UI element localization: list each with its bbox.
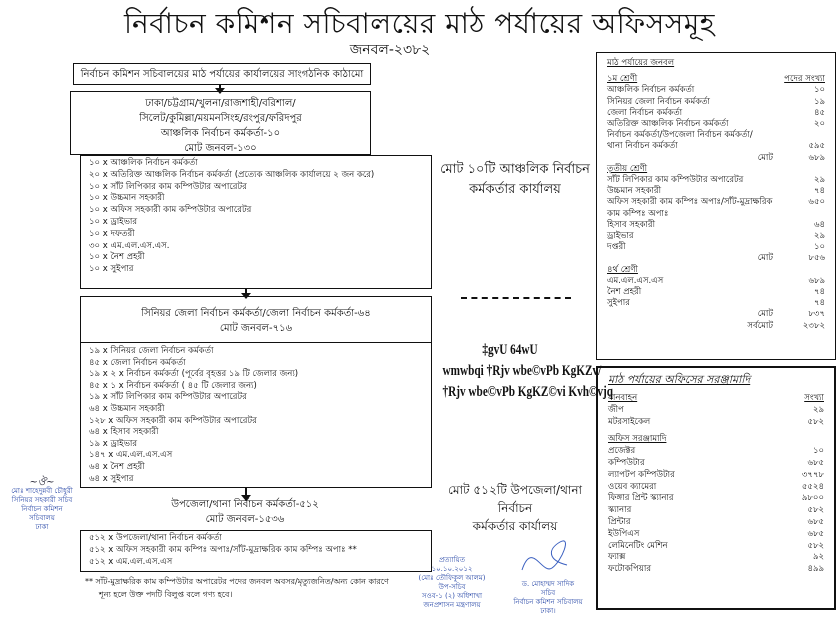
- sign-line: সিনিয়র সহকারী সচিব: [11, 496, 73, 504]
- total-label: মোট: [757, 253, 773, 264]
- grand-total-label: সর্বমোট: [747, 320, 773, 331]
- vehicles-label: যানবাহন: [608, 393, 638, 403]
- footnote-line: শূন্য হলে উক্ত পদটি বিলুপ্ত বলে গণ্য হবে।: [99, 590, 233, 599]
- list-item: ১০ x ড্রাইভার: [89, 216, 138, 227]
- post-count: ৬৫০: [808, 197, 825, 208]
- upazila-header: [140, 497, 350, 527]
- table-row: [607, 197, 825, 219]
- sign-line: ঢাকা: [35, 523, 49, 531]
- district-offices-label: [442, 340, 614, 403]
- post-name: জেলা নির্বাচন কর্মকর্তা: [607, 107, 683, 118]
- table-row: [608, 505, 824, 517]
- upazila-offices-label: [436, 481, 594, 535]
- table-row: [608, 458, 824, 470]
- list-item: ৩০ x এম.এল.এস.এস.: [89, 240, 170, 251]
- item-count: ২৯: [812, 404, 824, 415]
- class-name: তৃতীয় শ্রেণী: [607, 163, 648, 174]
- left-signature: ~ঔ~ মোঃ শাহেদুন্নবী চৌধুরী সিনিয়র সহকারী সচিব নির্বাচন কমিশন সচিবালয় ঢাকা: [8, 478, 76, 532]
- sign-line: মোঃ শাহেদুন্নবী চৌধুরী: [11, 487, 73, 495]
- total-manpower: জনবল-২৩৮২: [349, 42, 431, 58]
- table-row: [608, 541, 824, 553]
- item-name: স্ক্যানার: [608, 505, 632, 516]
- item-name: প্রিন্টার: [608, 516, 631, 527]
- list-item: ৬৪ x হিসাব সহকারী: [89, 427, 159, 438]
- list-item: ১৯ x সিনিয়র জেলা নির্বাচন কর্মকর্তা: [89, 346, 214, 356]
- post-name: সুইপার: [607, 298, 630, 309]
- item-count: ৯২: [812, 552, 824, 563]
- table-row: [608, 482, 824, 494]
- total-value: ৮৩৭: [808, 309, 825, 320]
- label-line: মোট ৫১২টি উপজেলা/থানা নির্বাচন: [448, 483, 582, 515]
- header-line: মোট জনবল-১৩০: [184, 143, 257, 154]
- post-name: সিনিয়র জেলা নির্বাচন কর্মকর্তা: [607, 96, 711, 107]
- list-item: ৬৪ x নৈশ প্রহরী: [89, 461, 145, 472]
- table-row: [607, 186, 825, 197]
- header-line: উপজেলা/থানা নির্বাচন কর্মকর্তা-৫১২: [171, 499, 319, 510]
- total-label: মোট: [757, 309, 773, 320]
- sign-line: (মোঃ তৌফিকুল আলম): [418, 574, 486, 582]
- post-count: ৪৫: [813, 107, 825, 118]
- post-count: ৭৪: [813, 287, 825, 298]
- panel-title: মাঠ পর্যায়ের জনবল: [607, 58, 675, 68]
- sign-line: ঢাকা।: [540, 607, 556, 615]
- post-name: ড্রাইভার: [607, 231, 634, 242]
- post-name: হিসাব সহকারী: [607, 219, 656, 230]
- post-count: ৭৪: [813, 298, 825, 309]
- header-line: ঢাকা/চট্টগ্রাম/খুলনা/রাজশাহী/বরিশাল/: [145, 98, 296, 109]
- table-row: [608, 405, 824, 417]
- label-line: ‡gvU 64wU: [482, 342, 538, 358]
- item-count: ৬৮৫: [807, 528, 824, 539]
- grand-total-value: ২৩৮২: [802, 320, 825, 331]
- list-item: ৬৪ x উচ্চমান সহকারী: [89, 403, 165, 414]
- item-name: ফিঙ্গার প্রিন্ট স্ক্যানার: [608, 493, 674, 504]
- class-header: [607, 265, 825, 276]
- post-name: উচ্চমান সহকারী: [607, 186, 662, 197]
- table-row: [607, 287, 825, 298]
- list-item: ৬৪ x সুইপার: [89, 473, 134, 484]
- regional-header: [70, 91, 371, 155]
- header-line: মোট জনবল-৭১৬: [219, 323, 293, 334]
- regional-staff-list: [80, 155, 432, 289]
- item-count: ৬৮৫: [807, 516, 824, 527]
- table-row: [608, 470, 824, 482]
- post-count: ৫৯৫: [808, 141, 825, 152]
- table-row: [607, 141, 825, 152]
- post-count: ১০: [813, 242, 825, 253]
- list-item: ১৯ x ড্রাইভার: [89, 438, 138, 449]
- list-item: ১০ x দফতরী: [89, 228, 135, 239]
- table-row: [608, 517, 824, 529]
- manpower-panel: [596, 52, 836, 360]
- class-header: [607, 164, 825, 175]
- table-row: [607, 108, 825, 119]
- post-name: সাঁট লিপিকার কাম কম্পিউটার অপারেটর: [607, 175, 744, 186]
- table-row: [607, 298, 825, 309]
- arrow-down-icon: [219, 85, 221, 89]
- sign-line: ড. মোহাম্মদ সাদিক: [521, 580, 575, 588]
- list-item: ২০ x অতিরিক্ত আঞ্চলিক নির্বাচন কর্মকর্তা (প্রত্যেক আঞ্চলিক কার্যালয়ে ২ জন করে): [89, 169, 375, 180]
- item-name: কম্পিউটার: [608, 457, 645, 468]
- page-title: নির্বাচন কমিশন সচিবালয়ের মাঠ পর্যায়ের অফিসসমূহ: [123, 7, 716, 40]
- item-count: ৩৭৭৮: [801, 469, 824, 480]
- footnote-line: ** সাঁট-মুদ্রাক্ষরিক কাম কম্পিউটার অপারেটর পদের জনবল অবসর/মৃত্যুজনিত/অন্য কোন কারণে: [85, 577, 389, 586]
- item-name: ফ্যাক্স: [608, 552, 626, 563]
- sign-line: জনপ্রশাসন মন্ত্রণালয়: [423, 601, 481, 609]
- table-row: [607, 175, 825, 186]
- list-item: ১০ x সাঁট লিপিকার কাম কম্পিউটার অপারেটর: [89, 181, 247, 192]
- item-count: ৬৮৫: [807, 457, 824, 468]
- post-name: থানা নির্বাচন কর্মকর্তা: [607, 141, 678, 152]
- post-name: নির্বাচন কর্মকর্তা/উপজেলা নির্বাচন কর্মকর্তা/: [607, 130, 753, 141]
- spacer: [785, 265, 825, 276]
- table-row: [607, 119, 825, 130]
- table-row: [608, 564, 824, 576]
- right-signature: [503, 580, 593, 616]
- list-item: ১৯ x ২ x নির্বাচন কর্মকর্তা (পূর্বের বৃহত্তর ১৯ টি জেলার জন্য): [89, 369, 299, 380]
- list-item: ১০ x সুইপার: [89, 264, 134, 275]
- post-count: ২০: [813, 119, 825, 130]
- post-count: [785, 130, 825, 141]
- header-line: মোট জনবল-১৫৩৬: [205, 514, 285, 525]
- post-name: দপ্তরী: [607, 242, 626, 253]
- item-count: ৪৯৯: [807, 564, 824, 575]
- total-label: মোট: [757, 152, 773, 163]
- post-name: নৈশ প্রহরী: [607, 287, 642, 298]
- label-line: মোট ১০টি আঞ্চলিক নির্বাচন: [440, 162, 590, 177]
- item-name: ফটোকপিয়ার: [608, 564, 652, 575]
- count-header: পদের সংখ্যা: [784, 74, 825, 85]
- table-row: [608, 417, 824, 429]
- upazila-staff-list: [80, 530, 432, 572]
- signature-scribble-icon: [512, 530, 582, 578]
- district-staff-list: [80, 342, 432, 488]
- sign-line: প্রত্যায়িত: [439, 556, 465, 564]
- item-count: ৫৮২: [807, 540, 824, 551]
- post-name: এম.এল.এস.এস: [607, 275, 664, 286]
- list-item: ১২৮ x অফিস সহকারী কাম কম্পিউটার অপারেটর: [89, 415, 257, 426]
- label-line: wmwbqi †Rjv wbe©vPb KgKZv/: [442, 363, 602, 379]
- arrow-down-icon: [245, 488, 247, 496]
- list-item: ১৪৭ x এম.এল.এস.এস: [89, 450, 173, 461]
- sign-line: সচিব: [540, 589, 556, 597]
- item-count: ৯৮০০: [801, 493, 824, 504]
- panel-title: মাঠ পর্যায়ের অফিসের সরঞ্জামাদি: [608, 373, 751, 386]
- list-item: ১০ x অফিস সহকারী কাম কম্পিউটার অপারেটর: [89, 205, 252, 216]
- spacer: [785, 164, 825, 175]
- sign-line: ১০.১০.২০১২: [431, 565, 473, 573]
- item-name: লেমিনেটিং মেশিন: [608, 540, 668, 551]
- sign-line: নির্বাচন কমিশন সচিবালয়: [513, 598, 583, 606]
- post-count: ৭৪: [813, 186, 825, 197]
- item-count: ৫৫২৪: [801, 481, 824, 492]
- regional-offices-label: [436, 160, 594, 200]
- org-header-text: নির্বাচন কমিশন সচিবালয়ের মাঠ পর্যায়ের কার্যালয়ের সাংগঠনিক কাঠামো: [80, 69, 364, 80]
- arrow-down-icon: [245, 289, 247, 294]
- list-item: ১০ x উচ্চমান সহকারী: [89, 193, 165, 204]
- item-count: ৫৮২: [807, 505, 824, 516]
- post-count: ১০: [813, 85, 825, 96]
- post-count: ৬৮৯: [808, 275, 825, 286]
- list-item: ১০ x আঞ্চলিক নির্বাচন কর্মকর্তা: [89, 158, 198, 168]
- equipment-panel: [596, 366, 836, 610]
- table-row: [608, 552, 824, 564]
- attestation-stamp: [404, 556, 500, 610]
- item-name: প্রজেক্টর: [608, 446, 636, 457]
- total-value: ৬৮৯: [808, 152, 825, 163]
- post-count: ১৯: [813, 96, 825, 107]
- table-row: [607, 85, 825, 96]
- header-line: সিনিয়র জেলা নির্বাচন কর্মকর্তা/জেলা নির্বাচন কর্মকর্তা-৬৪: [141, 308, 371, 319]
- list-item: ৪৫ x ১ x নির্বাচন কর্মকর্তা ( ৪৫ টি জেলার জন্য): [89, 380, 257, 391]
- list-item: ১০ x নৈশ প্রহরী: [89, 252, 145, 263]
- header-line: সিলেট/কুমিল্লা/ময়মনসিংহ/রংপুর/ফরিদপুর: [139, 113, 302, 124]
- table-row: [608, 493, 824, 505]
- sign-line: উপ-সচিব: [438, 583, 466, 591]
- item-name: ওয়েব ক্যামেরা: [608, 481, 657, 492]
- sign-line: নির্বাচন কমিশন সচিবালয়: [21, 505, 63, 522]
- header-line: আঞ্চলিক নির্বাচন কর্মকর্তা-১০: [160, 128, 281, 139]
- list-item: ৫১২ x উপজেলা/থানা নির্বাচন কর্মকর্তা: [89, 533, 222, 543]
- count-label: সংখ্যা: [804, 393, 824, 403]
- subtotal-row: [607, 309, 825, 320]
- table-row: [608, 446, 824, 458]
- dashed-divider: [461, 297, 571, 299]
- table-row: [607, 97, 825, 108]
- office-equipment-label: অফিস সরঞ্জামাদি: [608, 434, 667, 445]
- subtotal-row: [607, 153, 825, 164]
- table-row: [607, 242, 825, 253]
- table-row: [607, 130, 825, 141]
- table-row: [607, 231, 825, 242]
- subtotal-row: [607, 253, 825, 264]
- table-row: [607, 276, 825, 287]
- item-count: ৫৮২: [807, 416, 824, 427]
- class-name: ৪র্থ শ্রেণী: [607, 264, 638, 275]
- grand-total-row: [607, 321, 825, 332]
- item-name: মটরসাইকেল: [608, 416, 651, 427]
- label-line: কর্মকর্তার কার্যালয়: [469, 182, 561, 197]
- org-structure-header: [73, 63, 371, 85]
- class-name: ১ম শ্রেণী: [607, 74, 638, 85]
- post-name: অফিস সহকারী কাম কম্পিঃ অপাঃ/সাঁট-মুদ্রাক্ষরিক কাম কম্পিঃ অপাঃ: [607, 197, 773, 219]
- post-count: ৬৪: [813, 219, 825, 230]
- label-line: †Rjv wbe©vPb KgKZ©vi Kvh©vjq: [442, 384, 614, 400]
- sign-line: সওব-১ (২) অধিশাখা: [422, 592, 482, 600]
- footnote: [85, 575, 397, 601]
- post-name: অতিরিক্ত আঞ্চলিক নির্বাচন কর্মকর্তা: [607, 119, 729, 130]
- table-row: [607, 220, 825, 231]
- total-value: ৮৫৬: [808, 253, 825, 264]
- list-item: ৪৫ x জেলা নির্বাচন কর্মকর্তা: [89, 357, 186, 368]
- label-line: কর্মকর্তার কার্যালয়: [472, 519, 558, 533]
- item-name: ল্যাপটপ কম্পিউটার: [608, 469, 675, 480]
- post-count: ২৯: [813, 231, 825, 242]
- post-count: ২৯: [813, 175, 825, 186]
- list-item: ১৯ x সাঁট লিপিকার কাম কম্পিউটার অপারেটর: [89, 392, 247, 403]
- post-name: আঞ্চলিক নির্বাচন কর্মকর্তা: [607, 85, 695, 96]
- item-name: ইউপিএস: [608, 528, 640, 539]
- class-header: [607, 74, 825, 85]
- item-count: ১০: [812, 446, 824, 457]
- list-item: ৫১২ x এম.এল.এস.এস: [89, 556, 173, 567]
- table-row: [608, 529, 824, 541]
- item-name: জীপ: [608, 404, 624, 415]
- district-header: [80, 296, 432, 343]
- list-item: ৫১২ x অফিস সহকারী কাম কম্পিঃ অপাঃ/সাঁট-মুদ্রাক্ষরিক কাম কম্পিঃ অপাঃ **: [89, 544, 357, 555]
